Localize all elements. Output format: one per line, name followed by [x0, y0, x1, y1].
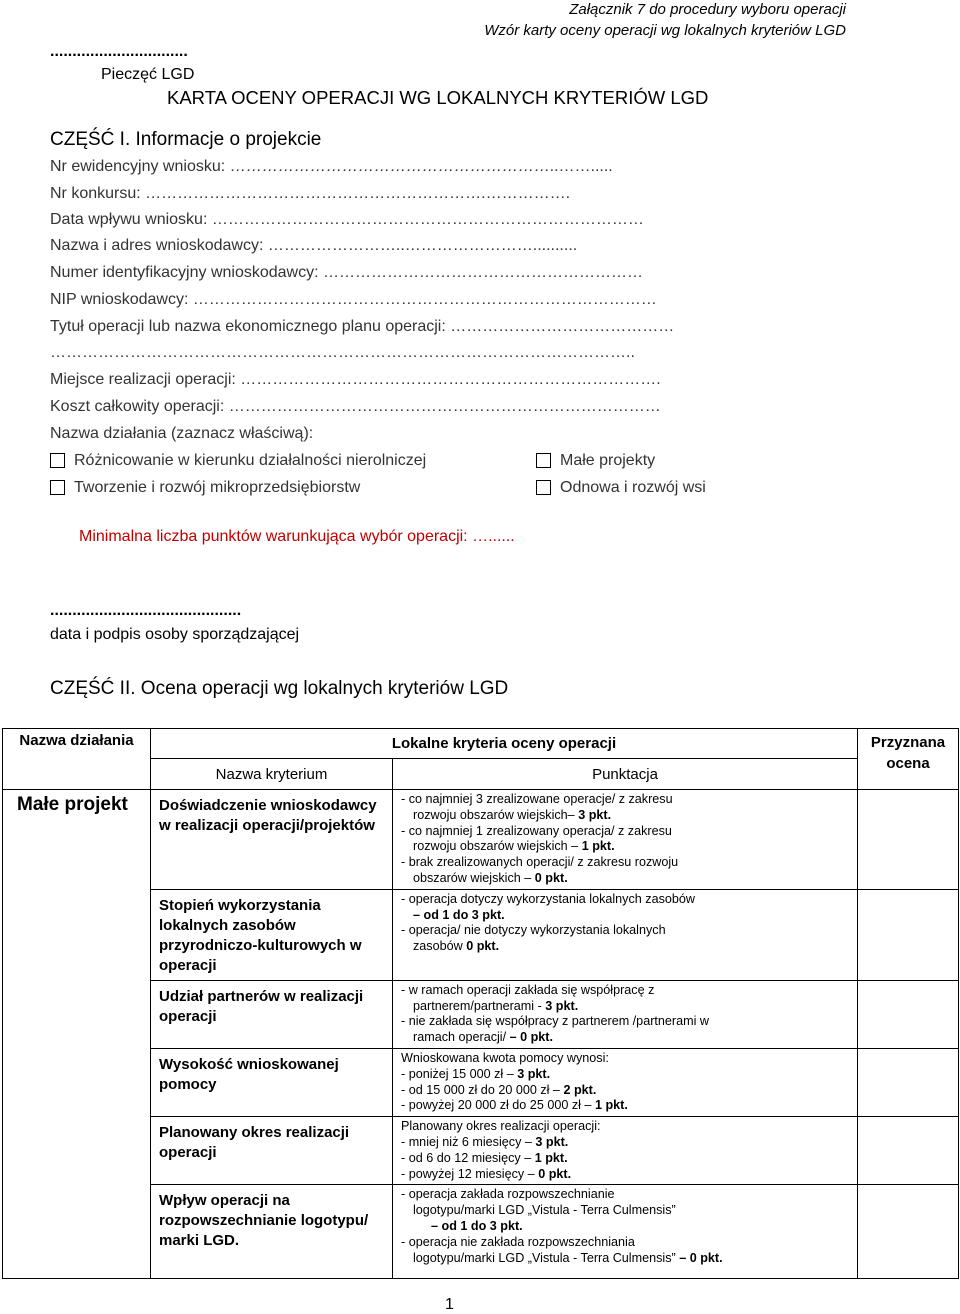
action-option-label: Różnicowanie w kierunku działalności nierolniczej [74, 452, 427, 469]
points-line: - od 6 do 12 miesięcy – 1 pkt. [401, 1150, 568, 1165]
action-option-odnowa-wsi[interactable] [536, 479, 706, 497]
points-line: - w ramach operacji zakłada się współpracę z [401, 982, 655, 997]
col-action-header: Nazwa działania [3, 729, 151, 790]
points-line: rozwoju obszarów wiejskich– 3 pkt. [413, 807, 612, 822]
criterion-points [393, 980, 858, 1048]
criterion-name: Udział partnerów w realizacji operacji [151, 980, 393, 1048]
project-field[interactable]: NIP wnioskodawcy: …………………………………………………………………………… [50, 291, 657, 308]
criterion-name: Wysokość wnioskowanej pomocy [151, 1048, 393, 1116]
col-points-header: Punktacja [393, 759, 858, 790]
points-line: - od 15 000 zł do 20 000 zł – 2 pkt. [401, 1082, 597, 1097]
criterion-name: Stopień wykorzystania lokalnych zasobów przyrodniczo-kulturowych w operacji [151, 889, 393, 980]
page-number: 1 [445, 1296, 454, 1313]
score-cell[interactable] [858, 1185, 959, 1279]
action-label: Nazwa działania (zaznacz właściwą): [50, 425, 314, 442]
checkbox[interactable] [536, 453, 551, 468]
criterion-points [393, 1048, 858, 1116]
project-field[interactable]: Numer identyfikacyjny wnioskodawcy: …………………………………………………… [50, 264, 643, 281]
checkbox[interactable] [50, 453, 65, 468]
points-line: - nie zakłada się współpracy z partnerem /partnerami w [401, 1014, 709, 1029]
points-line: logotypu/marki LGD „Vistula - Terra Culmensis” [413, 1203, 676, 1218]
points-line: - mniej niż 6 miesięcy – 3 pkt. [401, 1134, 569, 1149]
points-line: - operacja/ nie dotyczy wykorzystania lokalnych [401, 923, 666, 938]
table-row [3, 790, 959, 890]
action-option-roznicowanie[interactable] [50, 452, 426, 470]
action-option-label: Tworzenie i rozwój mikroprzedsiębiorstw [74, 479, 361, 496]
score-cell[interactable] [858, 1117, 959, 1185]
points-line: - poniżej 15 000 zł – 3 pkt. [401, 1066, 551, 1081]
signature-label: data i podpis osoby sporządzającej [50, 626, 300, 643]
stamp-dots: ............................... [50, 43, 188, 60]
points-line: rozwoju obszarów wiejskich – 1 pkt. [413, 839, 615, 854]
action-option-label: Odnowa i rozwój wsi [560, 479, 706, 496]
action-option-mikroprzedsiebiorstwa[interactable] [50, 479, 360, 497]
score-cell[interactable] [858, 1048, 959, 1116]
project-field[interactable]: Miejsce realizacji operacji: ……………………………………………………………………. [50, 371, 661, 388]
points-line: - operacja zakłada rozpowszechnianie [401, 1187, 615, 1202]
criterion-points [393, 790, 858, 890]
stamp-label: Pieczęć LGD [101, 66, 195, 83]
score-cell[interactable] [858, 980, 959, 1048]
col-score-header: Przyznana ocena [858, 729, 959, 790]
criterion-points [393, 889, 858, 980]
score-cell[interactable] [858, 889, 959, 980]
points-line: - powyżej 20 000 zł do 25 000 zł – 1 pkt. [401, 1098, 628, 1113]
project-field[interactable]: Data wpływu wniosku: ……………………………………………………………………… [50, 211, 644, 228]
project-field[interactable]: Koszt całkowity operacji: ……………………………………………………………………… [50, 398, 661, 415]
points-line: - operacja dotyczy wykorzystania lokalnych zasobów [401, 891, 695, 906]
project-field[interactable]: Tytuł operacji lub nazwa ekonomicznego planu operacji: …………………………………… [50, 318, 675, 335]
criterion-name: Wpływ operacji na rozpowszechnianie logotypu/ marki LGD. [151, 1185, 393, 1279]
points-line: - co najmniej 1 zrealizowany operacja/ z zakresu [401, 823, 672, 838]
points-line: ramach operacji/ – 0 pkt. [413, 1030, 553, 1045]
points-line: - co najmniej 3 zrealizowane operacje/ z zakresu [401, 792, 673, 806]
project-field[interactable]: Nr ewidencyjny wniosku: ……………………………………………………..……..... [50, 158, 613, 175]
criterion-points [393, 1117, 858, 1185]
points-line: – od 1 do 3 pkt. [431, 1218, 523, 1233]
project-field[interactable]: Nazwa i adres wnioskodawcy: ……………………..…………………….......... [50, 237, 578, 254]
points-line: Wnioskowana kwota pomocy wynosi: [401, 1050, 609, 1065]
template-line: Wzór karty oceny operacji wg lokalnych kryteriów LGD [484, 22, 846, 39]
part1-heading: CZĘŚĆ I. Informacje o projekcie [50, 129, 322, 150]
annex-line: Załącznik 7 do procedury wyboru operacji [569, 1, 846, 18]
points-line: logotypu/marki LGD „Vistula - Terra Culmensis” – 0 pkt. [413, 1250, 723, 1265]
criterion-name: Planowany okres realizacji operacji [151, 1117, 393, 1185]
points-line: obszarów wiejskich – 0 pkt. [413, 870, 568, 885]
page-title: KARTA OCENY OPERACJI WG LOKALNYCH KRYTERIÓW LGD [167, 87, 709, 108]
checkbox[interactable] [50, 480, 65, 495]
points-line: - operacja nie zakłada rozpowszechniania [401, 1234, 635, 1249]
points-line: partnerem/partnerami - 3 pkt. [413, 998, 579, 1013]
col-local-header: Lokalne kryteria oceny operacji [151, 729, 858, 759]
points-line: zasobów 0 pkt. [413, 939, 500, 954]
action-option-male-projekty[interactable] [536, 452, 655, 470]
points-line: - brak zrealizowanych operacji/ z zakresu rozwoju [401, 855, 679, 870]
checkbox[interactable] [536, 480, 551, 495]
project-field[interactable]: Nr konkursu: ……………………………………………………….……………. [50, 185, 571, 202]
signature-dots: ........................................... [50, 602, 242, 619]
criterion-points [393, 1185, 858, 1279]
score-cell[interactable] [858, 790, 959, 890]
part2-heading: CZĘŚĆ II. Ocena operacji wg lokalnych kryteriów LGD [50, 678, 509, 699]
min-points: Minimalna liczba punktów warunkująca wybór operacji: …...... [79, 528, 515, 545]
points-line: Planowany okres realizacji operacji: [401, 1119, 601, 1134]
criterion-name: Doświadczenie wnioskodawcy w realizacji operacji/projektów [151, 790, 393, 890]
project-field[interactable]: ……………………………………………………………………………………………….. [50, 344, 635, 361]
action-option-label: Małe projekty [560, 452, 656, 469]
points-line: - powyżej 12 miesięcy – 0 pkt. [401, 1166, 572, 1181]
col-criterion-header: Nazwa kryterium [151, 759, 393, 790]
criteria-table [2, 728, 959, 1279]
points-line: – od 1 do 3 pkt. [413, 907, 505, 922]
action-value: Małe projekt [3, 790, 151, 1279]
